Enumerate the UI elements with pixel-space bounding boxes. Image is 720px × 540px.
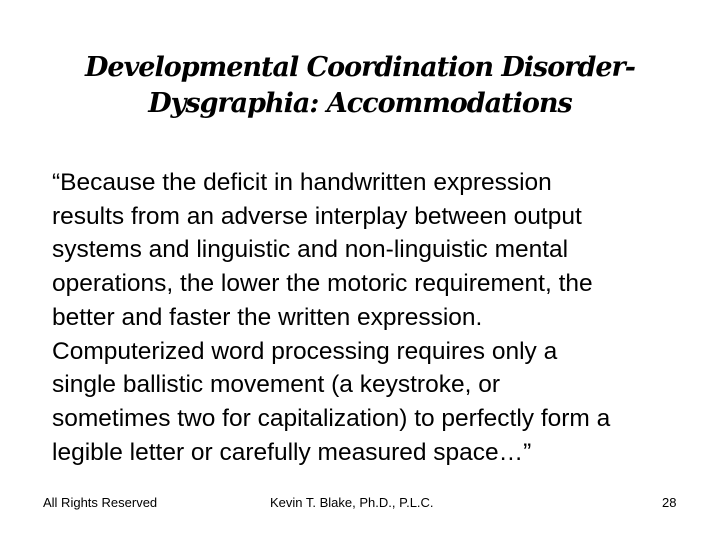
quote-line: operations, the lower the motoric requirement, the	[52, 270, 593, 298]
title-line-2: Dysgraphia: Accommodations	[148, 88, 572, 119]
quote-line: systems and linguistic and non-linguistic mental	[52, 236, 569, 264]
quote-line: better and faster the written expression.	[52, 303, 483, 331]
quote-line: Computerized word processing requires only a	[52, 337, 558, 365]
quote-line: single ballistic movement (a keystroke, or	[52, 371, 500, 399]
footer-author: Kevin T. Blake, Ph.D., P.L.C.	[270, 495, 434, 510]
page-number: 28	[662, 495, 677, 510]
quote-body	[52, 166, 692, 469]
quote-line: results from an adverse interplay between output	[52, 202, 582, 230]
quote-line: “Because the deficit in handwritten expression	[52, 169, 552, 196]
quote-line: sometimes two for capitalization) to perfectly form a	[52, 404, 611, 432]
title-line-1: Developmental Coordination Disorder-	[85, 52, 635, 83]
slide-title	[0, 50, 720, 122]
quote-line: legible letter or carefully measured space…”	[52, 438, 532, 466]
footer-copyright: All Rights Reserved	[43, 495, 158, 510]
